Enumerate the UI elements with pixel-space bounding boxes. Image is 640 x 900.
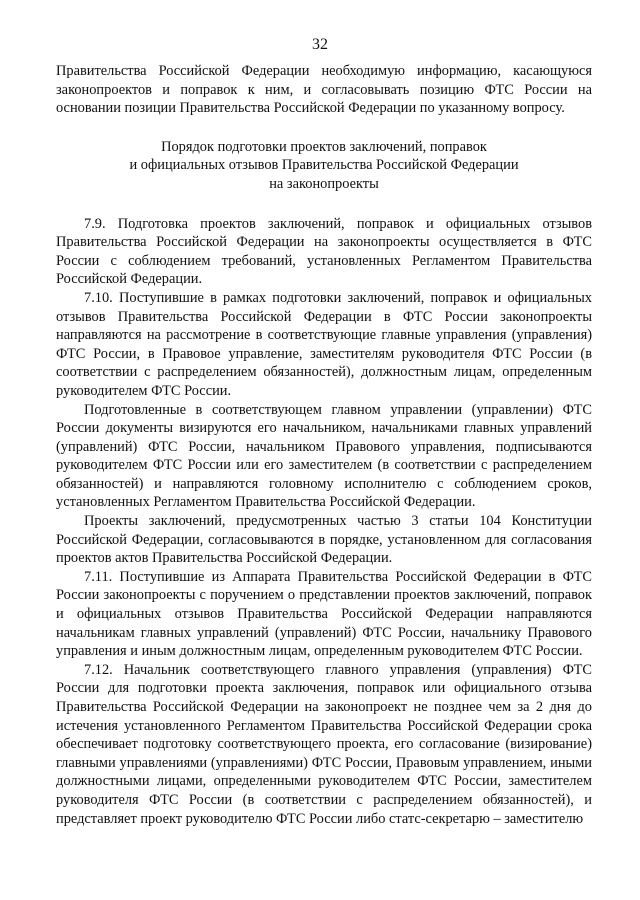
- section-heading-line-1: Порядок подготовки проектов заключений, поправок: [161, 138, 487, 155]
- section-heading-line-3: на законопроекты: [269, 175, 379, 192]
- paragraph-7-11: 7.11. Поступившие из Аппарата Правительства Российской Федерации в ФТС России законопроекты с поручением о представлении проектов заключений, поправок и официальных отзывов Правительства Российской Федерации направляются начальникам главных управлений (управлений) ФТС России, начальнику Правового управления и иным должностным лицам, определенным руководителем ФТС России.: [56, 568, 592, 660]
- paragraph-7-10-documents: Подготовленные в соответствующем главном управлении (управлении) ФТС России документы визируются его начальником, начальниками главных управлений (управлений) ФТС России, начальником Правового управления, подписываются руководителем ФТС России или его заместителем (в соответствии с распределением обязанностей) и направляются головному исполнителю с соблюдением сроков, установленных Регламентом Правительства Российской Федерации.: [56, 401, 592, 511]
- paragraph-7-9: 7.9. Подготовка проектов заключений, поправок и официальных отзывов Правительства Российской Федерации на законопроекты осуществляется в ФТС России с соблюдением требований, установленных Регламентом Правительства Российской Федерации.: [56, 215, 592, 288]
- intro-paragraph: Правительства Российской Федерации необходимую информацию, касающуюся законопроектов и поправок к ним, и согласовывать позицию ФТС России на основании позиции Правительства Российской Федерации по указанному вопросу.: [56, 63, 592, 117]
- page-number: 32: [312, 36, 328, 53]
- document-body: [56, 62, 592, 828]
- section-heading: [56, 138, 592, 194]
- paragraph-7-10: 7.10. Поступившие в рамках подготовки заключений, поправок и официальных отзывов Правительства Российской Федерации в ФТС России законопроекты направляются на рассмотрение в соответствующие главные управления (управления) ФТС России, в Правовое управление, заместителям руководителя ФТС России (в соответствии с распределением обязанностей), должностным лицам, определенным руководителем ФТС России.: [56, 289, 592, 399]
- paragraph-7-12: 7.12. Начальник соответствующего главного управления (управления) ФТС России для подготовки проекта заключения, поправок или официального отзыва Правительства Российской Федерации на законопроект не позднее чем за 2 дня до истечения установленного Регламентом Правительства Российской Федерации срока обеспечивает подготовку соответствующего проекта, его согласование (визирование) главными управлениями (управлениями) ФТС России, Правовым управлением, иными должностными лицами, определенными руководителем ФТС России, заместителем руководителя ФТС России (в соответствии с распределением обязанностей), и представляет проект руководителю ФТС России либо статс-секретарю – заместителю: [56, 661, 592, 827]
- paragraph-7-10-constitution: Проекты заключений, предусмотренных частью 3 статьи 104 Конституции Российской Федерации, согласовываются в порядке, установленном для согласования проектов актов Правительства Российской Федерации.: [56, 513, 592, 567]
- section-heading-line-2: и официальных отзывов Правительства Российской Федерации: [129, 157, 519, 174]
